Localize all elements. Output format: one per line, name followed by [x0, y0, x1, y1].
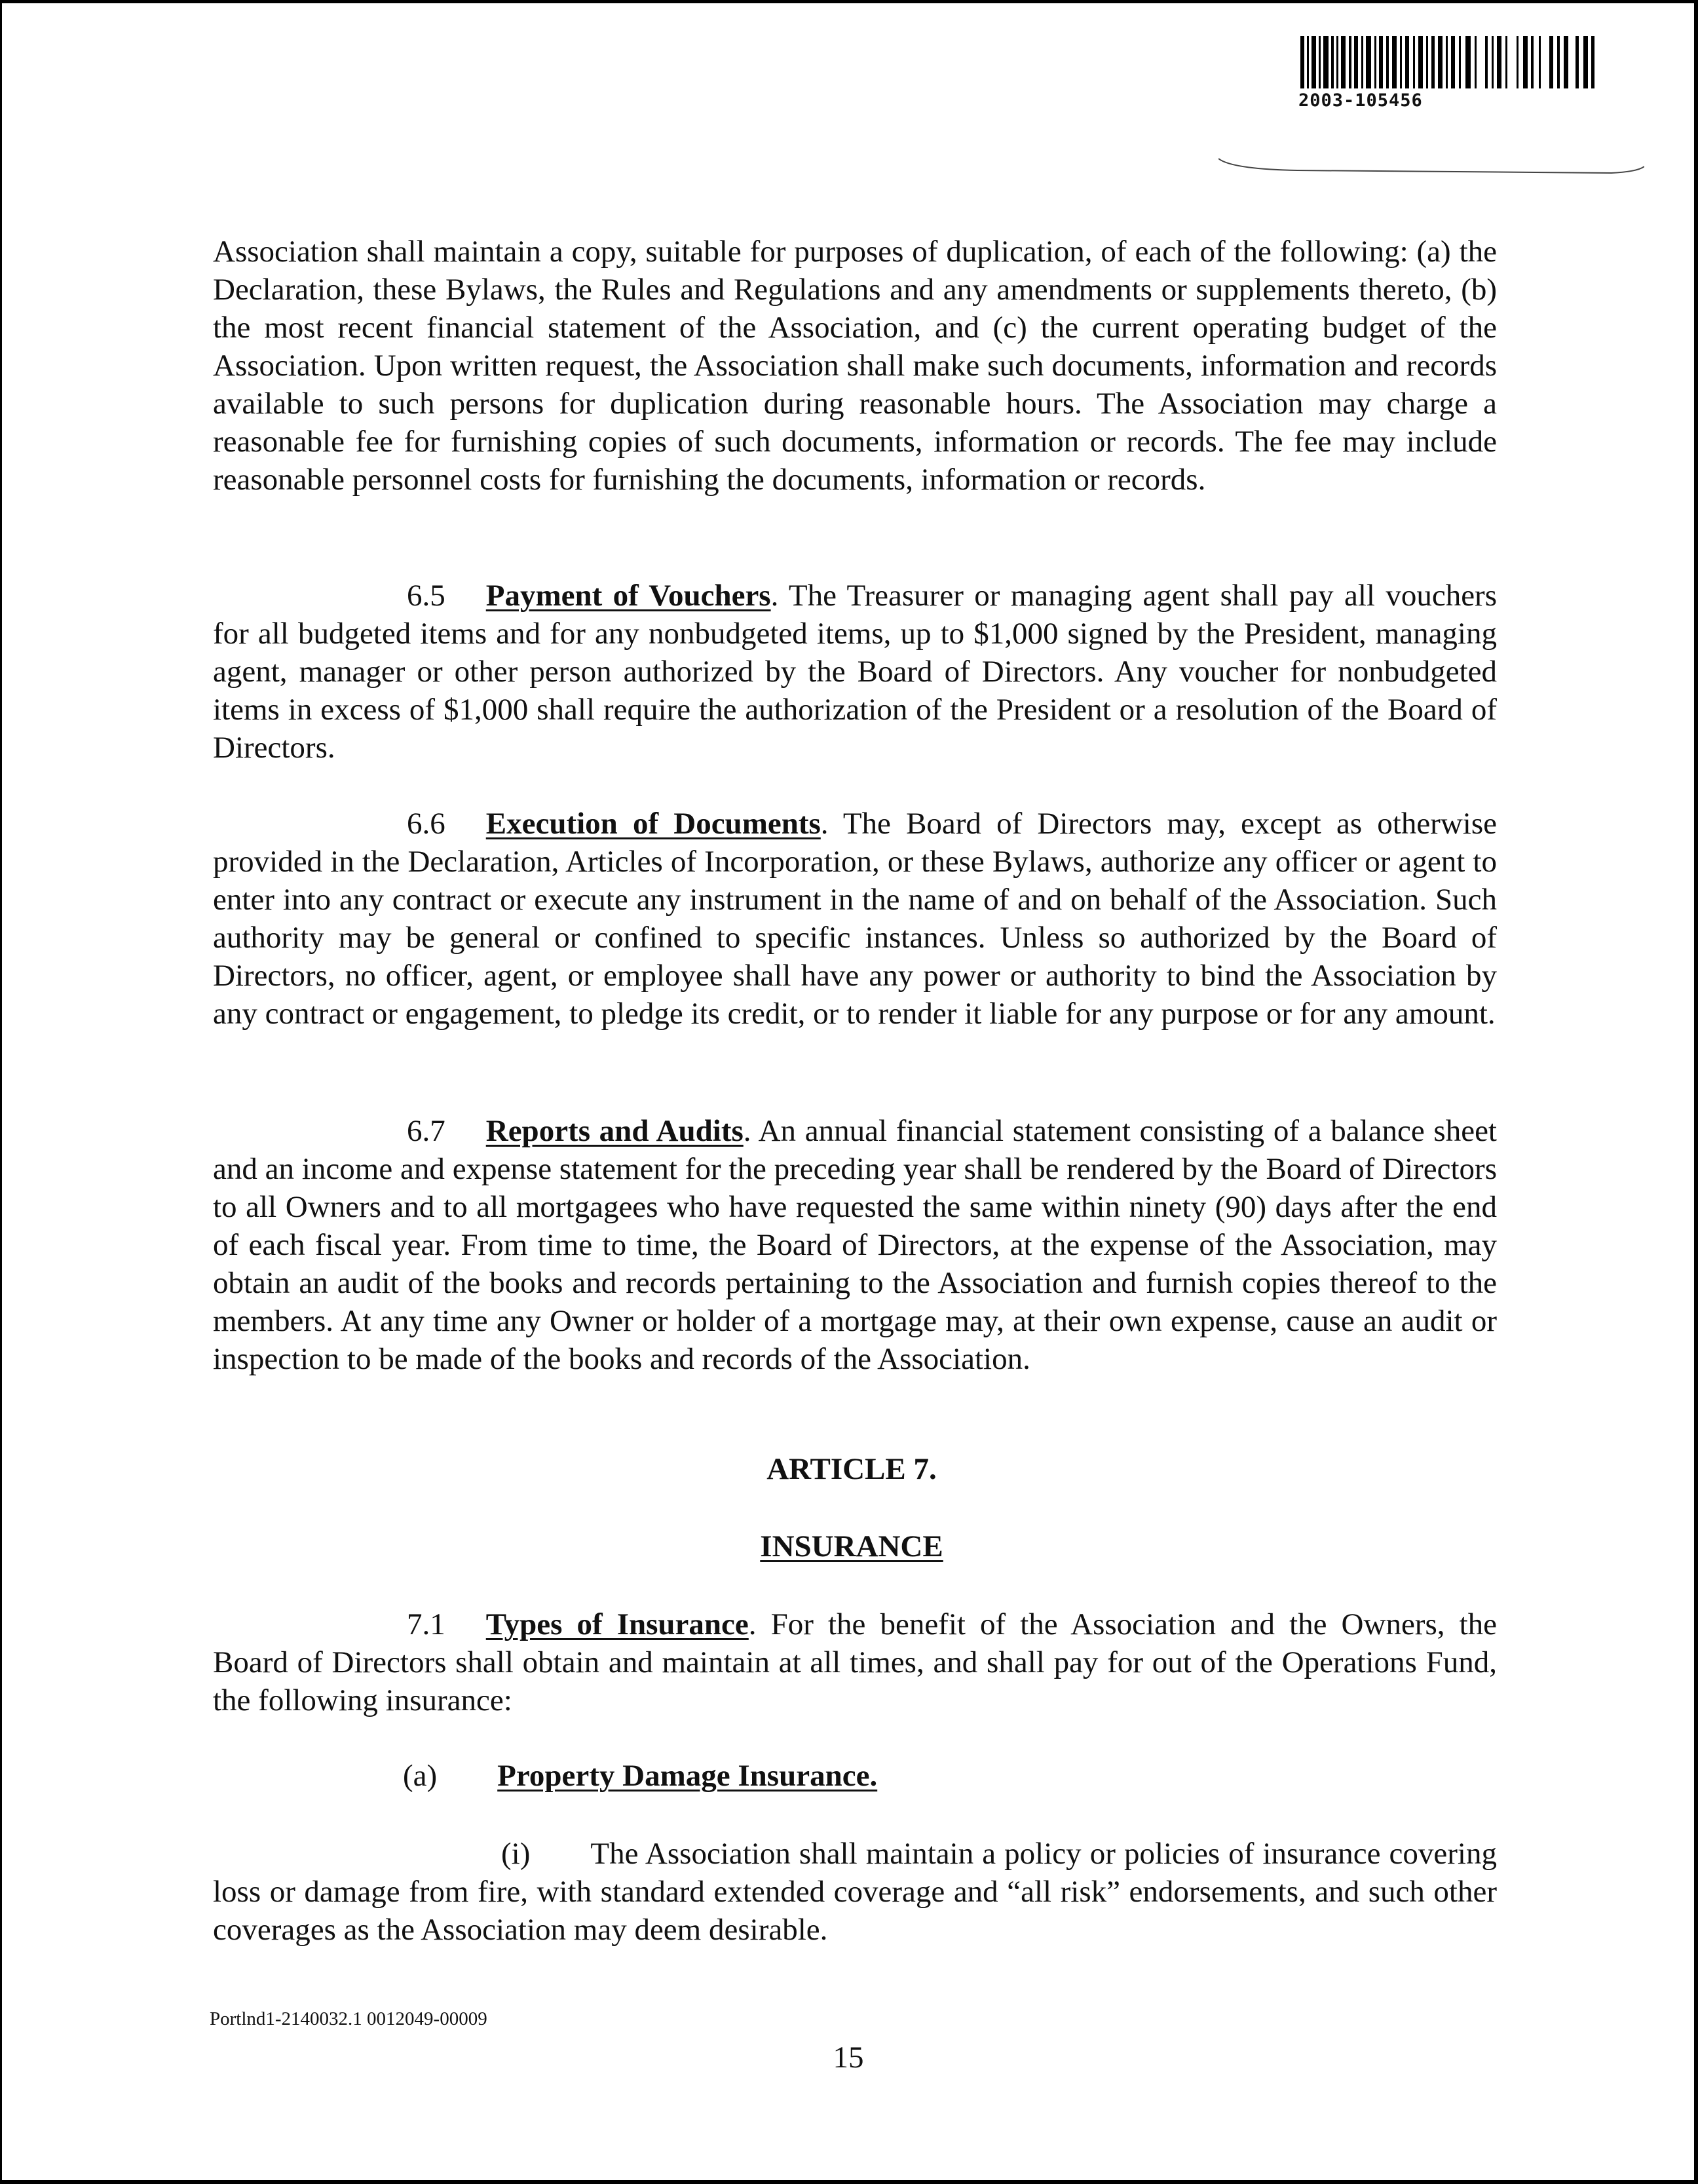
section-number: 6.5	[407, 579, 445, 613]
subsection-label: (i)	[501, 1837, 531, 1871]
section-text: . The Board of Directors may, except as otherwise provided in the Declaration, Articles of Incorporation, or these Bylaws, authorize any officer or agent to enter into any contract or execute any instrument in the name of and on behalf of the Association. Such authority may be general or confined to specific instances. Unless so authorized by the Board of Directors, no officer, agent, or employee shall have any power or authority to bind the Association by any contract or engagement, to pledge its credit, or to render it liable for any purpose or for any amount.	[213, 807, 1497, 1031]
section-text: . An annual financial statement consisting of a balance sheet and an income and expense statement for the preceding year shall be rendered by the Board of Directors to all Owners and to all mortgagees who have requested the same within ninety (90) days after the end of each fiscal year. From time to time, the Board of Directors, at the expense of the Association, may obtain an audit of the books and records pertaining to the Association and furnish copies thereof to the members. At any time any Owner or holder of a mortgage may, at their own expense, cause an audit or inspection to be made of the books and records of the Association.	[213, 1114, 1497, 1376]
intro-paragraph: Association shall maintain a copy, suitable for purposes of duplication, of each of the following: (a) the Declaration, these Bylaws, the Rules and Regulations and any amendments or supplements thereto, (b) the most recent financial statement of the Association, and (c) the current operating budget of the Association. Upon written request, the Association shall make such documents, information and records available to such persons for duplication during reasonable hours. The Association may charge a reasonable fee for furnishing copies of such documents, information or records. The fee may include reasonable personnel costs for furnishing the documents, information or records.	[213, 235, 1497, 497]
section-heading: Execution of Documents	[485, 807, 821, 841]
section-number: 6.6	[407, 807, 445, 841]
section-6-7	[213, 1112, 1497, 1378]
page-number: 15	[833, 2040, 864, 2075]
article-title-text: INSURANCE	[760, 1529, 943, 1563]
stamp-curve-line	[1218, 157, 1644, 183]
section-text: . The Treasurer or managing agent shall pay all vouchers for all budgeted items and for any nonbudgeted items, up to $1,000 signed by the President, managing agent, manager or other person authorized by the Board of Directors. Any voucher for nonbudgeted items in excess of $1,000 shall require the authorization of the President or a resolution of the Board of Directors.	[213, 579, 1498, 765]
page-border-bottom	[0, 2180, 1698, 2184]
section-6-5	[213, 577, 1497, 767]
page-border-left	[0, 0, 2, 2184]
subsection-text: The Association shall maintain a policy or policies of insurance covering loss or damage from fire, with standard extended coverage and “all risk” endorsements, and such other coverages as the Association may deem desirable.	[213, 1837, 1497, 1947]
subsection-label: (a)	[403, 1759, 438, 1793]
barcode-image	[1300, 36, 1595, 98]
section-6-6	[213, 805, 1497, 1033]
article-title	[213, 1529, 1490, 1564]
section-heading: Reports and Audits	[485, 1114, 744, 1148]
section-number: 6.7	[407, 1114, 445, 1148]
subsection-a	[403, 1758, 877, 1793]
section-heading: Payment of Vouchers	[485, 579, 771, 613]
subsection-heading: Property Damage Insurance.	[497, 1759, 878, 1793]
subsection-i	[213, 1835, 1497, 1949]
barcode-number: 2003-105456	[1298, 90, 1423, 111]
page-border-right	[1694, 0, 1698, 2184]
section-heading: Types of Insurance	[485, 1607, 749, 1641]
section-7-1	[213, 1605, 1497, 1719]
section-number: 7.1	[407, 1607, 445, 1641]
section-text: . For the benefit of the Association and the Owners, the Board of Directors shall obtain and maintain at all times, and shall pay for out of the Operations Fund, the following insurance:	[213, 1607, 1497, 1717]
document-id: Portlnd1-2140032.1 0012049-00009	[210, 2008, 487, 2029]
page-border-top	[0, 0, 1698, 3]
article-number: ARTICLE 7.	[766, 1452, 937, 1486]
